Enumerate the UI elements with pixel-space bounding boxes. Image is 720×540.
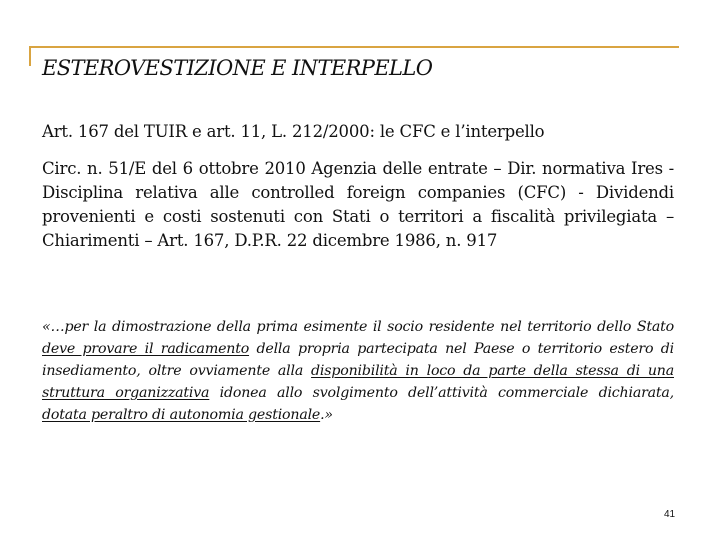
slide-title: ESTEROVESTIZIONE E INTERPELLO <box>42 56 433 80</box>
quote-underlined-3: dotata peraltro di autonomia gestionale <box>42 407 321 423</box>
slide-subtitle: Art. 167 del TUIR e art. 11, L. 212/2000: le CFC e l’interpello <box>42 122 545 141</box>
slide-frame-left-rule <box>29 46 31 66</box>
slide-frame-top-rule <box>29 46 679 48</box>
quote-text-1: «…per la dimostrazione della prima esimente il socio residente nel territorio dello Stato <box>42 319 674 335</box>
quote-text-3: idonea allo svolgimento dell’attività commerciale dichiarata, <box>209 385 674 401</box>
quote-underlined-2: disponibilità in loco da parte della stessa di una struttura organizzativa <box>42 363 674 401</box>
quote-text-2: della propria partecipata nel Paese o territorio estero di insediamento, oltre ovviamente alla <box>42 341 674 379</box>
quote-text-4: .» <box>320 407 333 423</box>
quote-underlined-1: deve provare il radicamento <box>42 341 250 357</box>
circular-reference: Circ. n. 51/E del 6 ottobre 2010 Agenzia delle entrate – Dir. normativa Ires - Disciplina relativa alle controlled foreign companies (CFC) - Dividendi provenienti e costi sostenuti con Stati o territori a fiscalità privilegiata – Chiarimenti – Art. 167, D.P.R. 22 dicembre 1986, n. 917 <box>42 159 674 250</box>
quote-paragraph <box>42 316 674 426</box>
page-number: 41 <box>664 509 676 520</box>
